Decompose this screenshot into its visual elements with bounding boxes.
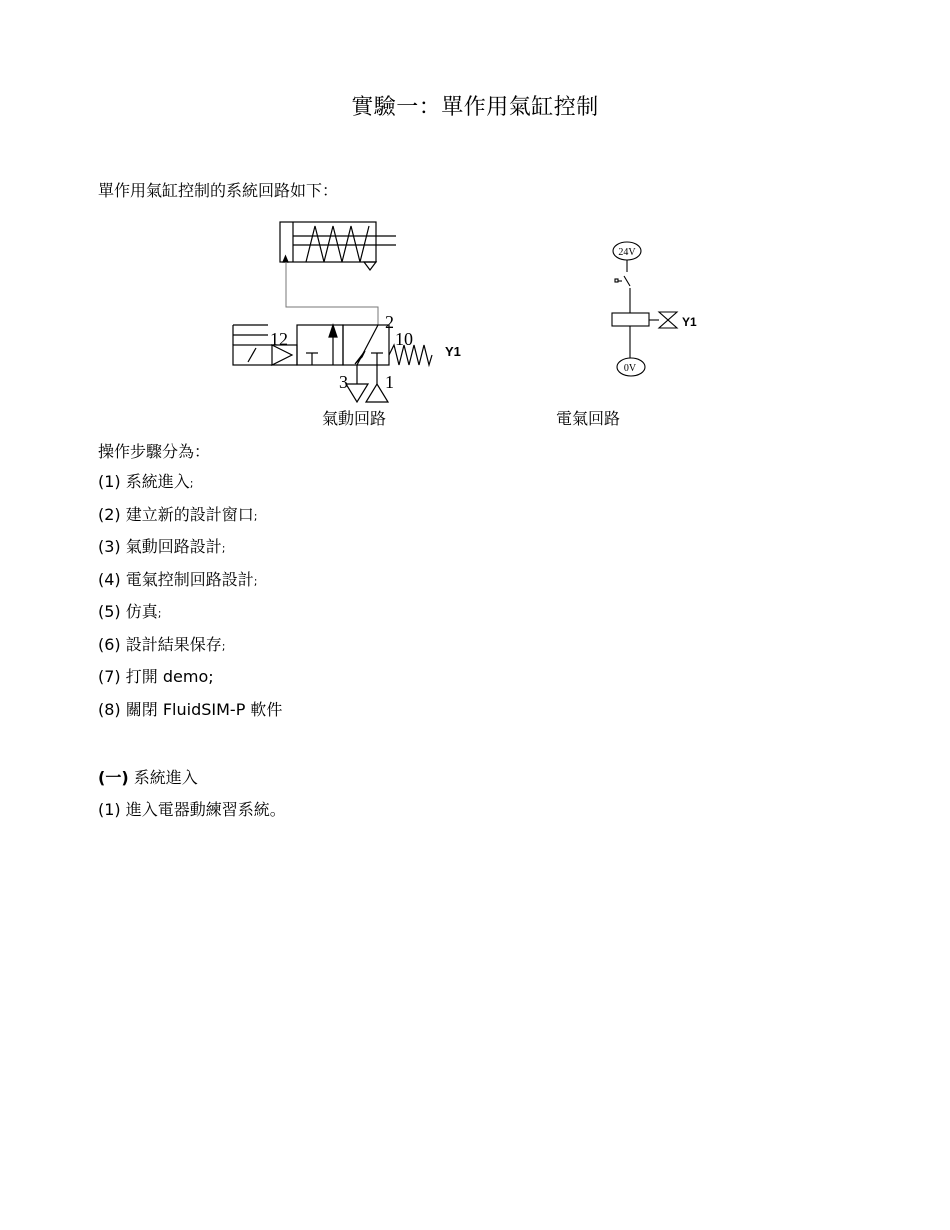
single-acting-cylinder [280,222,396,270]
solenoid-valve-icon [659,312,677,328]
list-item [98,537,282,570]
step-semicolon: ; [189,477,194,490]
list-item [98,635,282,668]
pneumatic-caption: 氣動回路 [322,409,387,428]
list-item [98,505,282,538]
step-text: 氣動回路設計 [125,537,222,556]
step-number: (3) [98,537,121,556]
step-semicolon: ; [253,574,258,588]
step-text: 電氣控制回路設計 [125,569,254,589]
solenoid-coil [612,313,649,326]
list-item [98,602,282,635]
step-number: (6) [98,634,121,654]
step-number: (4) [98,569,121,589]
list-item [98,700,282,733]
electrical-caption: 電氣回路 [556,409,621,428]
port-2-label: 2 [385,312,394,332]
list-item [98,472,282,505]
step-text: 仿真 [125,602,158,621]
pneumatic-circuit [233,222,432,402]
section-title: 系統進入 [133,768,198,787]
supply-label: 24V [618,247,636,258]
coil-label: Y1 [682,315,697,329]
step-number: (1) [98,472,121,491]
step-text: 系統進入 [125,472,190,491]
list-item [98,667,282,700]
step-text: 打開 demo; [125,667,214,686]
step-text: 建立新的設計窗口 [125,504,254,524]
section-number: (一) [98,768,129,787]
step-number: (8) [98,699,121,719]
circuit-diagrams [0,0,950,420]
intro-text: 單作用氣缸控制的系統回路如下： [98,181,339,200]
step-semicolon: ; [157,607,162,620]
step-text: 設計結果保存 [125,634,222,654]
list-item [98,570,282,603]
pneumatic-port-labels [270,312,413,392]
step-text: 關閉 FluidSIM-P 軟件 [125,699,283,719]
step-number: (2) [98,504,121,524]
step-number: (7) [98,667,121,686]
air-line [286,262,378,325]
electrical-circuit [612,242,677,376]
port-1-label: 1 [385,372,394,392]
section-item: (1) 進入電器動練習系統。 [98,800,286,819]
steps-list [98,472,282,732]
steps-heading: 操作步驟分為： [98,442,211,461]
step-semicolon: ; [253,509,258,523]
step-semicolon: ; [221,639,226,653]
section-heading [98,765,198,788]
port-10-label: 10 [395,329,413,349]
switch [615,276,630,286]
ground-label: 0V [623,363,637,374]
document-title: 實驗一：單作用氣缸控制 [351,95,599,120]
step-number: (5) [98,602,121,621]
step-semicolon: ; [221,542,226,555]
port-12-label: 12 [270,329,288,349]
port-3-label: 3 [339,372,348,392]
valve-solenoid-label: Y1 [445,344,461,359]
